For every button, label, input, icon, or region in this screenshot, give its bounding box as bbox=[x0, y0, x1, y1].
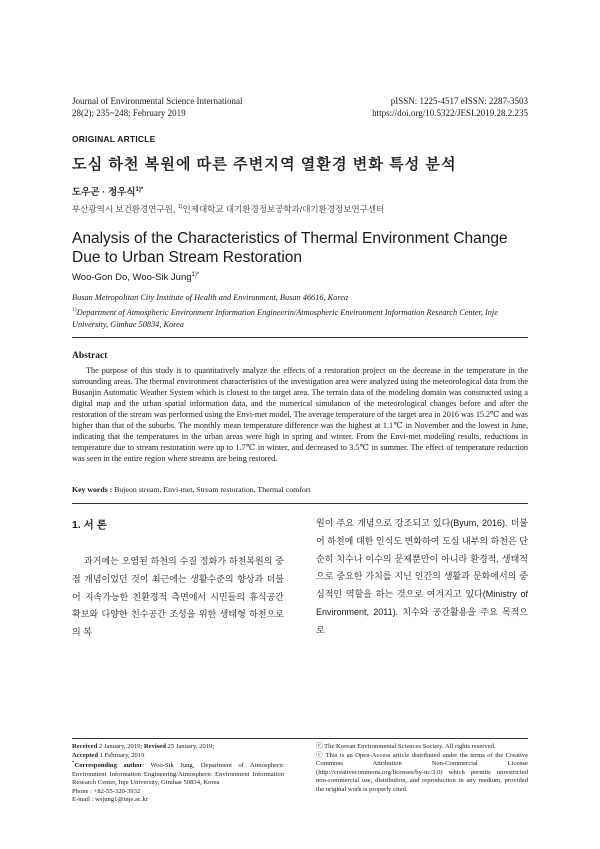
footnote-license bbox=[316, 743, 528, 794]
accepted-date: 1 February, 2019 bbox=[98, 751, 145, 759]
received-row bbox=[72, 743, 284, 752]
intro-paragraph-left: 과거에는 오염된 하천의 수질 정화가 하천복원의 중점 개념이었던 것이 최근에는 생활수준의 향상과 더불어 지속가능한 친환경적 측면에서 시민들의 휴식공간 확보와 다양한 친수공간 조성을 위한 생태형 하천으로의 복 bbox=[72, 556, 284, 638]
revised-label: Revised bbox=[143, 743, 166, 750]
journal-identifiers bbox=[372, 95, 528, 119]
title-english: Analysis of the Characteristics of Thermal Environment Change Due to Urban Stream Restoration bbox=[72, 230, 508, 266]
section-heading-introduction: 1. 서 론 bbox=[72, 519, 107, 531]
accepted-row bbox=[72, 752, 284, 761]
email[interactable]: E-mail : wsjung1@inje.ac.kr bbox=[72, 796, 149, 804]
divider-abstract bbox=[72, 503, 528, 504]
phone: Phone : +82-55-320-3932 bbox=[72, 787, 141, 795]
keywords-label: Key words : bbox=[72, 485, 115, 494]
corr-text: : Woo-Sik Jung, Department of Atmospheric Environment Information Engineering/Atmospheric Environment Information Research Center, Inje University, Gimhae 50834, Korea bbox=[72, 762, 284, 787]
affiliation-korean bbox=[72, 203, 384, 215]
revised-date: 25 January, 2019; bbox=[165, 743, 215, 750]
title-korean: 도심 하천 복원에 따른 주변지역 열환경 변화 특성 분석 bbox=[72, 157, 457, 173]
article-type: ORIGINAL ARTICLE bbox=[72, 134, 156, 144]
authors-english-sup: 1)* bbox=[191, 272, 200, 278]
affiliation-english-2-sup: 1) bbox=[72, 307, 77, 313]
divider-footnote bbox=[72, 738, 528, 739]
authors-english bbox=[72, 272, 199, 283]
authors-korean-sup: 1)* bbox=[135, 186, 144, 193]
divider-top bbox=[72, 337, 528, 338]
accepted-label: Accepted bbox=[72, 751, 98, 759]
received-date: 2 January, 2019; bbox=[97, 743, 144, 750]
corr-sup: * bbox=[72, 761, 75, 767]
affiliation-english-2: Department of Atmospheric Environment Information Engineerin/Atmospheric Environment Information Research Center, Inje University, Gimhae 50834, Korea bbox=[72, 307, 498, 329]
footnote-article-info bbox=[72, 743, 284, 805]
received-label: Received bbox=[72, 743, 98, 750]
affiliation-english-2-row bbox=[72, 304, 528, 331]
affiliation-english bbox=[72, 292, 528, 331]
keywords-text: Bujeon stream, Envi-met, Stream restoration, Thermal comfort bbox=[114, 485, 311, 494]
authors-korean-names: 도우곤 · 정우식 bbox=[72, 187, 136, 198]
abstract-heading: Abstract bbox=[72, 351, 108, 361]
authors-korean bbox=[72, 184, 143, 198]
intro-paragraph-right: 원이 주요 개념으로 강조되고 있다(Byum, 2016). 더불어 하천에 대한 인식도 변화하여 도심 내부의 하천은 단순히 치수나 이수의 문제뿐만이 아니라 환경적, 생태적으로 중요한 가치를 지닌 인간의 생활과 문화에서의 중심적인 역할을 하는 것으로 여겨지고 있다(Ministry of Environment, 2011). 치수와 공간활용을 주요 목적으로 bbox=[316, 518, 528, 635]
journal-header bbox=[72, 95, 242, 119]
keywords bbox=[72, 485, 528, 494]
journal-volume: 28(2); 235~248; February 2019 bbox=[72, 108, 186, 118]
authors-english-names: Woo-Gon Do, Woo-Sik Jung bbox=[72, 272, 192, 284]
copyright-notice: ⓒ The Korean Environmental Sciences Society. All rights reserved. bbox=[316, 743, 496, 750]
doi-link[interactable]: https://doi.org/10.5322/JESI.2019.28.2.235 bbox=[372, 108, 528, 118]
abstract-text: The purpose of this study is to quantitatively analyze the effects of a restoration project on the decrease in the temperature in the surrounding areas. The thermal environment characteristics of the investigation area were analyzed using the meteorological data from the Busanjin Automatic Weather System which is closest to the target area. The terrain data of the modeling domain was constructed using a digital map and the urban spatial information data, and the numerical simulation of the meteorological changes before and after the restoration of the stream was performed using the Envi-met model. The average temperature of the target area in 2016 was 15.2℃ and was higher than that of the suburbs. The monthly mean temperature difference was the highest at 1.1℃ in November and the lowest in June, indicating that the temperatures in the urban areas were high in spring and winter. From the Envi-met modeling results, reductions in temperature due to stream restoration were up to 1.7℃ in winter, and decreased to 3.5℃ in summer. The effect of temperature reduction was seen in the entire region where streams are being restored. bbox=[72, 366, 528, 463]
corresponding-author bbox=[72, 760, 284, 788]
journal-name: Journal of Environmental Science International bbox=[72, 96, 243, 106]
affiliation-english-1: Busan Metropolitan City Institute of Health and Environment, Busan 46616, Korea bbox=[72, 293, 349, 302]
affiliation-korean-sup: 1) bbox=[177, 204, 183, 211]
license-notice: ⓒ This is an Open-Access article distributed under the terms of the Creative Commons Attribution Non-Commercial License (http://creativecommons.org/licenses/by-nc/3.0) which permits unrestricted non-commercial use, distribution, and reproduction in any medium, provided the original work is properly cited. bbox=[316, 751, 528, 793]
affiliation-korean-2: 인제대학교 대기환경정보공학과/대기환경정보연구센터 bbox=[182, 204, 385, 214]
issn: pISSN: 1225-4517 eISSN: 2287-3503 bbox=[390, 96, 528, 106]
corr-label: Corresponding author bbox=[74, 762, 143, 770]
affiliation-korean-1: 부산광역시 보건환경연구원, bbox=[72, 204, 178, 214]
